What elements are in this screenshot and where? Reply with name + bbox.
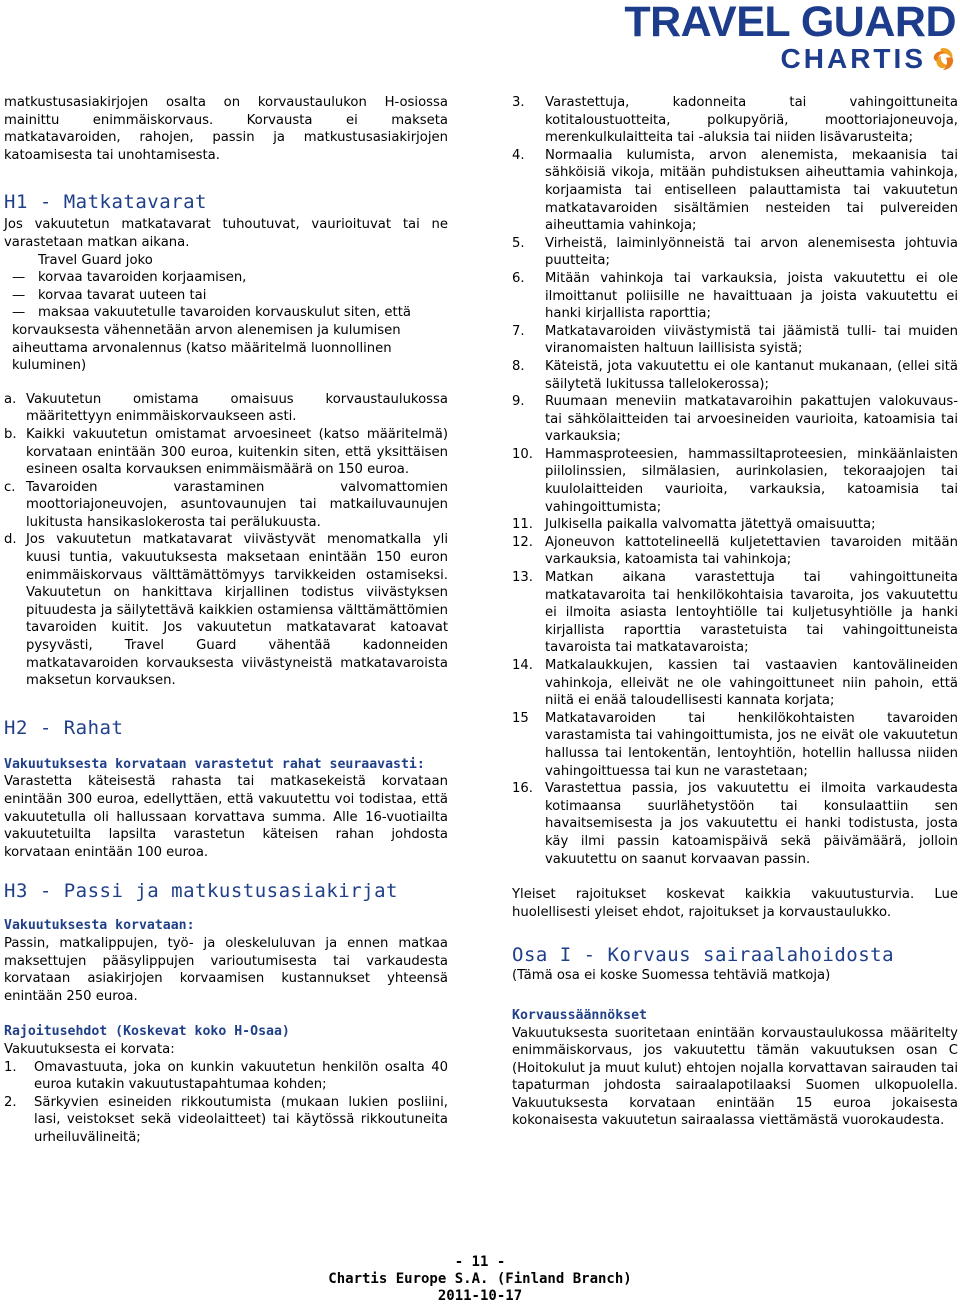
- item-number: 12.: [512, 534, 533, 550]
- restriction-item: [512, 446, 958, 516]
- h1-item-d: d. Jos vakuutetun matkatavarat viivästyvät menomatkalla yli kuusi tuntia, vakuutuksesta maksetaan enintään 150 euron enimmäiskorvaus välttämättömyys tarvikkeiden ostamiseksi. Vakuutetun on hankittava kirjallinen todistus viivästyksen pituudesta ja säilytettävä kaikkien ostamiensa välttämättömien tavaroiden kuitit. Jos vakuutetun matkatavarat katoavat pysyvästi, Travel Guard vähentää kadonneiden matkatavaroiden korvauksesta viivästyneistä matkatavaroista maksetun korvauksen.: [4, 532, 448, 689]
- item-text: Käteistä, jota vakuutettu ei ole kantanut mukanaan, (ellei sitä säilytetä lukitussa tallelokerossa);: [545, 358, 958, 392]
- item-number: 3.: [512, 95, 525, 110]
- item-number: 13.: [512, 570, 533, 586]
- h1-item-b: b. Kaikki vakuutetun omistamat arvoesineet (katso määritelmä) korvataan enintään 300 euroa, kuitenkin siten, että yksittäisen esineen osalta korvauksen enimmäismäärä on 150 euroa.: [4, 426, 448, 478]
- item-number: 8.: [512, 358, 525, 374]
- item-text: Matkatavaroiden viivästymistä tai jäämistä tulli- tai muiden viranomaisten haltuun laillisista syistä;: [545, 323, 958, 357]
- item-text: Julkisella paikalla valvomatta jätettyä omaisuutta;: [545, 517, 876, 533]
- item-number: 15: [512, 710, 529, 726]
- item-number: 16.: [512, 781, 533, 797]
- h1-dash-item: — korvaa tavarat uuteen tai: [12, 287, 207, 303]
- item-text: Matkatavaroiden tai henkilökohtaisten tavaroiden varastamista tai vahingoittumista, jos ne eivät ole vakuutetun hallussa tai lentokentän, lentoyhtiön, hotellin hallussa niiden vahingoittuessa tai kun ne varastetaan;: [545, 710, 958, 779]
- restriction-item: [512, 147, 958, 235]
- restriction-item: 2. Särkyvien esineiden rikkoutumista (mukaan lukien posliini, lasi, veistokset sekä videolaitteet) tai käytössä rikkoutuneita urheiluvälineitä;: [4, 1094, 448, 1145]
- logo-wordmark-travel-guard: TRAVEL GUARD: [624, 0, 956, 46]
- item-number: 5.: [512, 235, 525, 251]
- left-column: [4, 94, 448, 1147]
- restriction-item: [512, 516, 958, 534]
- h3-text: Passin, matkalippujen, työ- ja oleskeluluvan ja ennen matkaa maksettujen pääsylippujen varioutumisesta tai varkaudesta korvataan asiakirjojen korvaamisen kustannukset yhteensä enintään 250 euroa.: [4, 935, 448, 1004]
- item-text: Normaalia kulumista, arvon alenemista, mekaanisia tai sähköisiä vikoja, mitään puhdistuksen aiheuttamia vahinkoja, korjaamista tai entiselleen palauttamista tai vakuutetun matkatavaroiden sisältämien nesteiden tai pulvereiden aiheuttamia vahinkoja;: [545, 147, 958, 234]
- item-text: Virheistä, laiminlyönneistä tai arvon alenemisesta johtuvia puutteita;: [545, 235, 958, 269]
- h2-subheading: Vakuutuksesta korvataan varastetut rahat seuraavasti:: [4, 756, 425, 772]
- footer-date: 2011-10-17: [437, 1288, 523, 1304]
- item-text: Varastettua passia, jos vakuutettu ei ilmoita varkaudesta kotimaansa suurlähetystöön tai konsulaattiin sen havaitsemisesta ja jos vakuutettu ei hanki todistusta, josta käy ilmi passin katoamispäivä sekä päivämäärä, jolloin vakuutettu on saanut korvaavan passin.: [545, 781, 958, 867]
- item-number: 10.: [512, 446, 533, 462]
- page-number: - 11 -: [454, 1254, 506, 1270]
- restriction-item: [512, 710, 958, 780]
- item-number: 14.: [512, 658, 533, 673]
- restrictions-heading: Rajoitusehdot (Koskevat koko H-Osaa): [4, 1024, 290, 1040]
- item-text: Ruumaan meneviin matkatavaroihin pakattujen valokuvaus- tai sähkölaitteiden tai arvoesineiden vaurioita, katoamisia tai varkauksia;: [545, 394, 958, 445]
- restriction-item: [512, 323, 958, 358]
- item-text: Hammasproteesien, hammassiltaproteesien, minkäänlaisten piilolinssien, silmälasien, aurinkolasien, tekoraajojen tai kuulolaitteiden vaurioita, varkauksia, katoamisia tai vahingoittumista;: [545, 446, 958, 515]
- chartis-swirl-icon: [930, 46, 956, 72]
- restriction-item: [512, 235, 958, 270]
- h3-subheading: Vakuutuksesta korvataan:: [4, 918, 195, 934]
- restriction-item: [512, 358, 958, 393]
- h1-travel-guard-line: Travel Guard joko: [38, 252, 153, 268]
- h1-item-a: a. Vakuutetun omistama omaisuus korvaustaulukossa määritettyyn enimmäiskorvaukseen asti.: [4, 391, 448, 425]
- footer-company: Chartis Europe S.A. (Finland Branch): [328, 1271, 632, 1287]
- item-number: 11.: [512, 517, 533, 533]
- section-h1-title: H1 - Matkatavarat: [4, 191, 207, 214]
- h1-dash-item: — maksaa vakuutetulle tavaroiden korvauskulut siten, että korvauksesta vähennetään arvon alenemisen ja kulumisen aiheuttama arvonalennus (katso määritelmä luonnollinen kuluminen): [12, 305, 411, 374]
- restriction-item: [512, 569, 958, 657]
- restrictions-intro: Vakuutuksesta ei korvata:: [4, 1041, 175, 1057]
- item-number: 4.: [512, 147, 525, 163]
- general-restrictions-note: Yleiset rajoitukset koskevat kaikkia vakuutusturvia. Lue huolellisesti yleiset ehdot, rajoitukset ja korvaustaulukko.: [512, 887, 958, 920]
- section-h3-title: H3 - Passi ja matkustusasiakirjat: [4, 880, 398, 903]
- item-text: Matkalaukkujen, kassien tai vastaavien kantovälineiden vahinkoja, elleivät ne ole vahingoittuneet niin pahoin, että niitä ei enää taloudellisesti kannata korjata;: [545, 658, 958, 709]
- section-h2-title: H2 - Rahat: [4, 716, 124, 739]
- right-column: [512, 94, 958, 1130]
- restriction-list-continued: [512, 94, 958, 868]
- item-number: 6.: [512, 270, 525, 286]
- travel-guard-chartis-logo: [624, 0, 956, 74]
- restriction-item: 1. Omavastuuta, joka on kunkin vakuutetun henkilön osalta 40 euroa kutakin vakuutustapahtumaa kohden;: [4, 1059, 448, 1093]
- item-text: Matkan aikana varastettuja tai vahingoittuneita matkatavaroita tai henkilökohtaisia tavaroita, jos vakuutettu ei ilmoita asiasta lentoyhtiölle tai kuljetusyhtiölle ja hanki kirjallista raporttia varastetuista tai vahingoittuneista tavaroista tai matkatavaroista;: [545, 570, 958, 656]
- intro-paragraph: matkustusasiakirjojen osalta on korvaustaulukon H-osiossa mainittu enimmäiskorvaus. Korvausta ei makseta matkatavaroiden, rahojen, passin ja matkustusasiakirjojen katoamisesta tai unohtamisesta.: [4, 95, 448, 163]
- osa-i-note: (Tämä osa ei koske Suomessa tehtäviä matkoja): [512, 968, 831, 984]
- restriction-item: [512, 657, 958, 710]
- compensation-rules-heading: Korvaussäännökset: [512, 1007, 647, 1023]
- logo-wordmark-chartis: [781, 44, 956, 74]
- item-number: 7.: [512, 323, 525, 339]
- section-osa-i-title: Osa I - Korvaus sairaalahoidosta: [512, 944, 895, 967]
- h2-text: Varastetta käteisestä rahasta tai matkasekeistä korvataan enintään 300 euroa, edellyttäen, että vakuutettu voi todistaa, että vakuutetulla oli hallussaan korvattava summa. Alle 16-vuotiailta vakuutetuilta lapsilta varastetun käteisen rahan johdosta korvataan enintään 100 euroa.: [4, 774, 448, 860]
- compensation-rules-text: Vakuutuksesta suoritetaan enintään korvaustaulukossa määritelty enimmäiskorvaus, jos vakuutettu tämän vakuutuksen osan C (Hoitokulut ja muut kulut) ehtojen nojalla korvattavan sairauden tai tapaturman johdosta sairaalapotilaaksi Suomen ulkopuolella. Vakuutuksesta korvataan enintään 15 euroa jokaisesta kokonaisesta vakuutetun sairaalassa viettämästä vuorokaudesta.: [512, 1025, 958, 1129]
- restriction-item: [512, 534, 958, 569]
- item-text: Varastettuja, kadonneita tai vahingoittuneita kotitaloustuotteita, polkupyöriä, moottoriajoneuvoja, merenkulkulaitteita tai -aluksia tai niiden lisävarusteita;: [545, 95, 958, 146]
- logo-chartis-text: CHARTIS: [780, 43, 926, 74]
- item-number: 9.: [512, 394, 525, 410]
- restriction-item: [512, 780, 958, 868]
- restriction-item: [512, 393, 958, 446]
- restriction-item: [512, 94, 958, 147]
- item-text: Ajoneuvon kattotelineellä kuljetettavien tavaroiden mitään varkauksia, katoamista tai vahinkoja;: [545, 534, 958, 568]
- h1-intro: Jos vakuutetun matkatavarat tuhoutuvat, vaurioituvat tai ne varastetaan matkan aikana.: [4, 217, 448, 250]
- restriction-item: [512, 270, 958, 323]
- item-text: Mitään vahinkoja tai varkauksia, joista vakuutettu ei ole ilmoittanut poliisille ne havaittuaan ja joista vakuutettu ei hanki kirjallista raporttia;: [545, 270, 958, 322]
- h1-dash-item: — korvaa tavaroiden korjaamisen,: [12, 270, 247, 286]
- h1-item-c: c. Tavaroiden varastaminen valvomattomien moottoriajoneuvojen, asuntovaunujen tai matkailuvaunujen lukitusta hansikaslokerosta tai perälukuusta.: [4, 479, 448, 530]
